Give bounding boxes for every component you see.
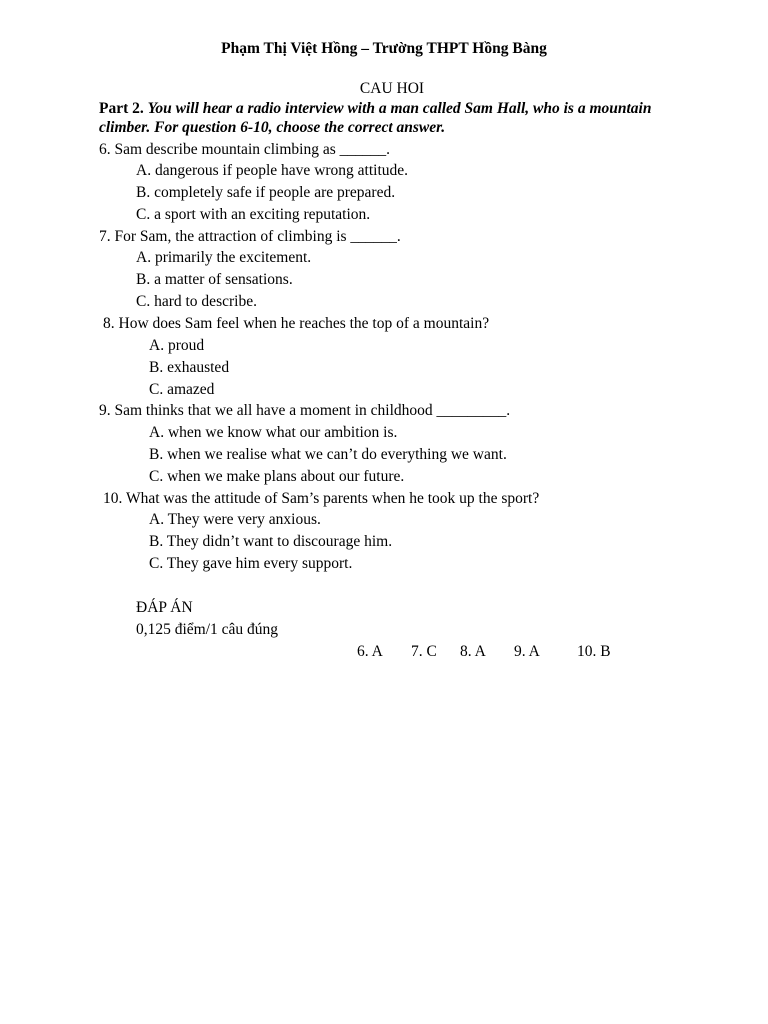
answer-key-title: ĐÁP ÁN — [136, 599, 193, 616]
question-8: 8. How does Sam feel when he reaches the top of a mountain? — [103, 315, 490, 332]
question-7-option-c: C. hard to describe. — [136, 293, 257, 310]
question-7 — [99, 228, 401, 246]
answer-6: 6. A — [357, 643, 383, 660]
question-6-option-b: B. completely safe if people are prepared. — [136, 184, 396, 201]
part-instruction-line-1 — [99, 100, 651, 118]
answer-key-scoring: 0,125 điểm/1 câu đúng — [136, 621, 279, 638]
question-9-option-b: B. when we realise what we can’t do everything we want. — [149, 446, 507, 463]
question-10: 10. What was the attitude of Sam’s parents when he took up the sport? — [103, 490, 540, 507]
part-instruction-text: You will hear a radio interview with a man called Sam Hall, who is a mountain — [147, 100, 652, 117]
answer-blank: ______ — [339, 141, 387, 158]
question-stem: 7. For Sam, the attraction of climbing is — [99, 228, 351, 245]
page-header: Phạm Thị Việt Hồng – Trường THPT Hồng Bàng — [221, 40, 547, 57]
question-8-option-c: C. amazed — [149, 381, 215, 398]
part-instruction-line-2: climber. For question 6-10, choose the correct answer. — [99, 119, 446, 136]
question-10-option-b: B. They didn’t want to discourage him. — [149, 533, 393, 550]
answer-10: 10. B — [577, 643, 611, 660]
answer-8: 8. A — [460, 643, 486, 660]
question-6-option-c: C. a sport with an exciting reputation. — [136, 206, 371, 223]
question-6-option-a: A. dangerous if people have wrong attitude. — [136, 162, 409, 179]
question-10-option-a: A. They were very anxious. — [149, 511, 321, 528]
question-9-option-c: C. when we make plans about our future. — [149, 468, 405, 485]
question-10-option-c: C. They gave him every support. — [149, 555, 353, 572]
answer-9: 9. A — [514, 643, 540, 660]
question-9-option-a: A. when we know what our ambition is. — [149, 424, 398, 441]
question-6 — [99, 141, 390, 159]
question-8-option-a: A. proud — [149, 337, 205, 354]
part-label: Part 2. — [99, 100, 144, 117]
question-7-option-a: A. primarily the excitement. — [136, 249, 312, 266]
answer-blank: ______ — [350, 228, 397, 245]
section-title: CAU HOI — [359, 80, 425, 97]
question-9 — [99, 402, 510, 420]
question-stem: 9. Sam thinks that we all have a moment in childhood — [99, 402, 437, 419]
answer-7: 7. C — [411, 643, 437, 660]
question-end: . — [506, 402, 511, 419]
question-8-option-b: B. exhausted — [149, 359, 230, 376]
question-end: . — [396, 228, 401, 245]
question-end: . — [386, 141, 391, 158]
answer-blank: _________ — [436, 402, 507, 419]
question-7-option-b: B. a matter of sensations. — [136, 271, 293, 288]
question-stem: 6. Sam describe mountain climbing as — [99, 141, 340, 158]
